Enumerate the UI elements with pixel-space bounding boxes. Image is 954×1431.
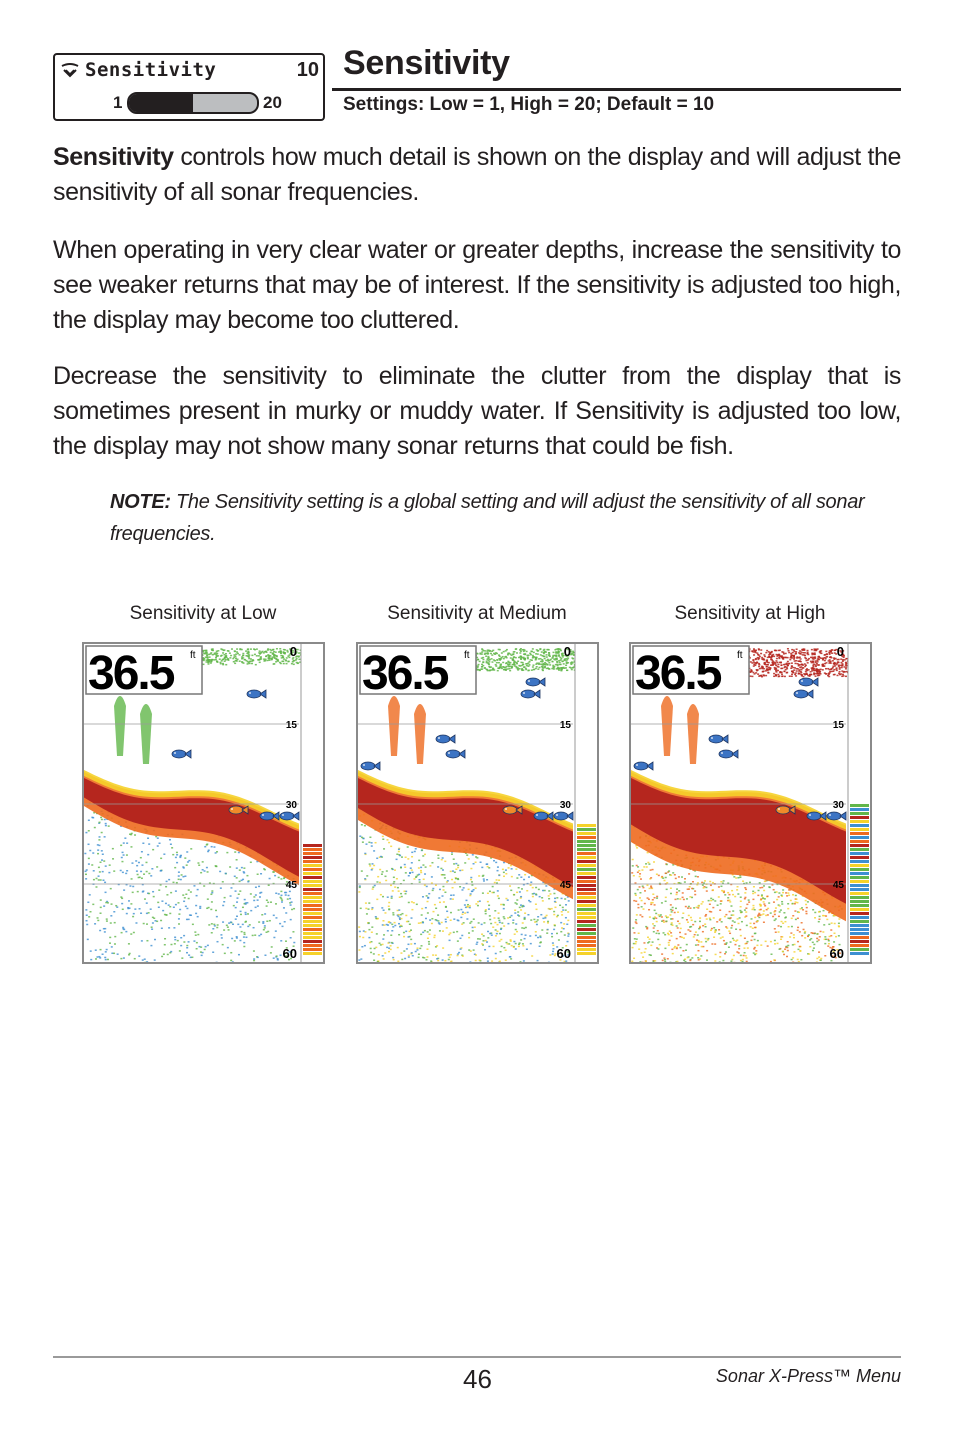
fish-icon	[794, 690, 813, 698]
fish-icon	[709, 735, 728, 743]
note-text: The Sensitivity setting is a global setting and will adjust the sensitivity of all sonar frequencies.	[110, 491, 865, 545]
footer-title: Sonar X-Press™ Menu	[715, 1366, 901, 1386]
depth-label: 30	[559, 800, 571, 811]
depth-label: 30	[832, 800, 844, 811]
depth-label: 45	[559, 880, 571, 891]
slider-fill	[129, 94, 193, 112]
fish-icon	[719, 750, 738, 758]
depth-label: 60	[829, 946, 844, 961]
fish-icon	[526, 678, 545, 686]
menu-widget-value: 10	[296, 59, 319, 81]
fish-icon	[446, 750, 465, 758]
sonar-icon	[60, 62, 80, 78]
sonar-screen-high	[629, 642, 872, 964]
fish-icon	[827, 812, 846, 820]
fish-icon	[436, 735, 455, 743]
note-label: NOTE:	[110, 491, 171, 513]
depth-readout: 36.5	[88, 647, 174, 700]
caption-high: Sensitivity at High	[674, 603, 826, 624]
paragraph-2: When operating in very clear water or greater depths, increase the sensitivity to see weaker returns that may be of interest. If the sensitivity is adjusted too high, the display may become too cluttered.	[53, 236, 901, 334]
page-number: 46	[463, 1364, 492, 1394]
depth-label: 15	[285, 720, 297, 731]
depth-unit: ft	[190, 650, 196, 661]
fish-icon	[280, 812, 299, 820]
depth-readout: 36.5	[635, 647, 721, 700]
fish-icon	[521, 690, 540, 698]
fish-icon	[554, 812, 573, 820]
paragraph-1-bold: Sensitivity	[53, 143, 174, 171]
depth-label: 60	[556, 946, 571, 961]
depth-label: 0	[836, 644, 844, 659]
depth-label: 30	[285, 800, 297, 811]
sonar-plot	[358, 644, 597, 962]
depth-label: 45	[832, 880, 844, 891]
settings-line: Settings: Low = 1, High = 20; Default = 10	[343, 94, 715, 115]
depth-readout: 36.5	[362, 647, 448, 700]
menu-widget-max: 20	[263, 93, 282, 112]
footer-rule	[53, 1356, 901, 1358]
depth-label: 0	[289, 644, 297, 659]
depth-label: 60	[282, 946, 297, 961]
caption-low: Sensitivity at Low	[129, 603, 277, 624]
sonar-plot	[631, 644, 870, 962]
depth-label: 15	[832, 720, 844, 731]
depth-label: 0	[563, 644, 571, 659]
menu-widget-label: Sensitivity	[85, 59, 217, 81]
fish-icon	[172, 750, 191, 758]
sensitivity-menu-widget	[53, 53, 325, 121]
sonar-screen-medium	[356, 642, 599, 964]
caption-medium: Sensitivity at Medium	[387, 603, 567, 624]
depth-label: 15	[559, 720, 571, 731]
depth-unit: ft	[737, 650, 743, 661]
heading-rule	[332, 88, 901, 91]
sonar-screen-low	[82, 642, 325, 964]
page-title: Sensitivity	[343, 44, 510, 82]
paragraph-3: Decrease the sensitivity to eliminate the clutter from the display that is sometimes present in murky or muddy water. If Sensitivity is adjusted too low, the display may not show many sonar returns that could be fish.	[53, 362, 901, 460]
paragraph-1-text: controls how much detail is shown on the display and will adjust the sensitivity of all sonar frequencies.	[53, 143, 901, 206]
paragraph-1	[53, 140, 901, 210]
fish-icon	[361, 762, 380, 770]
depth-unit: ft	[464, 650, 470, 661]
note	[110, 486, 870, 550]
depth-label: 45	[285, 880, 297, 891]
fish-icon	[799, 678, 818, 686]
sensitivity-slider	[127, 92, 259, 114]
fish-icon	[247, 690, 266, 698]
menu-widget-min: 1	[113, 93, 123, 112]
sonar-plot	[84, 644, 323, 962]
fish-icon	[634, 762, 653, 770]
